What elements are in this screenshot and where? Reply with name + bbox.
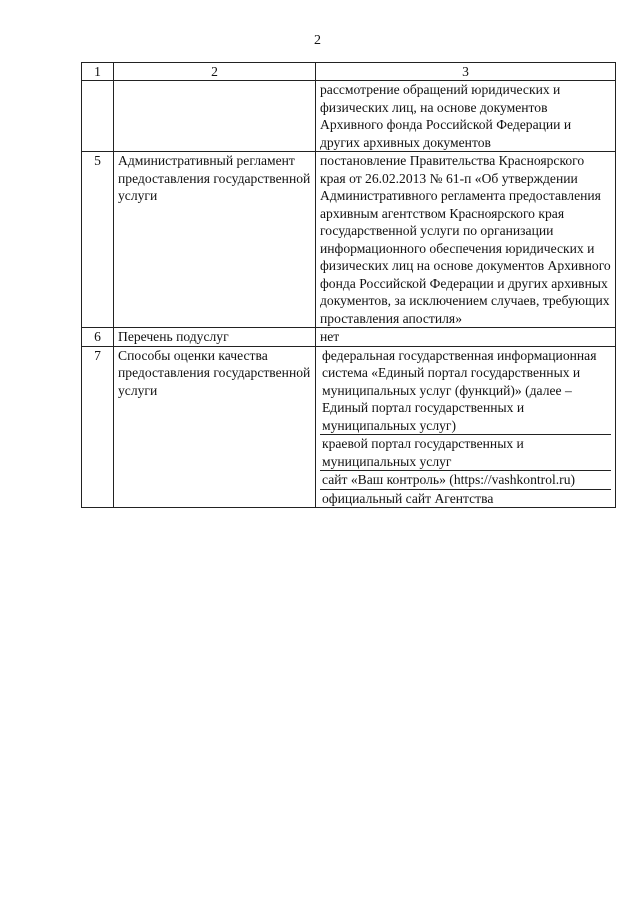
row-value — [316, 346, 616, 508]
row-number: 5 — [82, 152, 114, 328]
row-name: Способы оценки качества предоставления государственной услуги — [114, 346, 316, 508]
row-number: 7 — [82, 346, 114, 508]
row-number — [82, 81, 114, 152]
table-header-row — [82, 63, 616, 81]
table-row — [82, 346, 616, 508]
row-value — [316, 152, 616, 328]
header-cell-3: 3 — [316, 63, 616, 81]
evaluation-method-item: краевой портал государственных и муниципальных услуг — [320, 434, 611, 470]
row-value-text: рассмотрение обращений юридических и физических лиц, на основе документов Архивного фонда Российской Федерации и других архивных документов — [320, 82, 572, 150]
row-value-text: постановление Правительства Красноярского края от 26.02.2013 № 61-п «Об утверждении Административного регламента предоставления архивным агентством Красноярского края государственной услуги по организации информационного обеспечения юридических и физических лиц на основе документов Архивного фонда Российской Федерации и других архивных документов, за исключением случаев, требующих проставления апостиля» — [320, 153, 611, 326]
header-cell-2: 2 — [114, 63, 316, 81]
row-name: Перечень подуслуг — [114, 328, 316, 347]
table-row — [82, 328, 616, 347]
row-number: 6 — [82, 328, 114, 347]
row-name: Административный регламент предоставления государственной услуги — [114, 152, 316, 328]
row-value-text: нет — [320, 329, 340, 344]
table-row — [82, 152, 616, 328]
evaluation-method-item: официальный сайт Агентства — [320, 489, 611, 508]
evaluation-method-item: сайт «Ваш контроль» (https://vashkontrol.ru) — [320, 470, 611, 489]
header-cell-1: 1 — [82, 63, 114, 81]
service-table — [81, 62, 616, 508]
row-name — [114, 81, 316, 152]
evaluation-methods-list — [320, 347, 611, 508]
page-number: 2 — [314, 33, 321, 48]
table-row — [82, 81, 616, 152]
row-value — [316, 81, 616, 152]
evaluation-method-item: федеральная государственная информационная система «Единый портал государственных и муниципальных услуг (функций)» (далее – Единый портал государственных и муниципальных услуг) — [322, 347, 597, 433]
row-value — [316, 328, 616, 347]
